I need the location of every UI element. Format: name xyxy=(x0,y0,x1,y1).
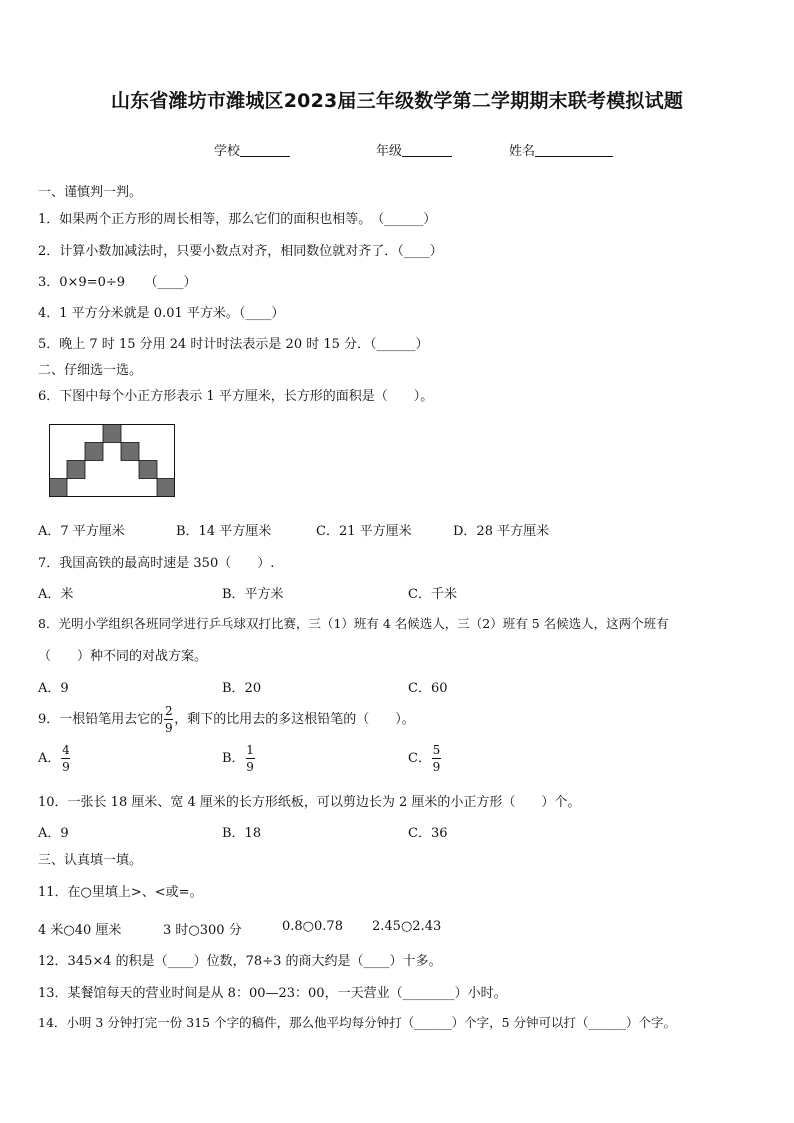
square-r3 xyxy=(139,461,157,479)
q9-fraction-numerator: 2 xyxy=(164,704,173,718)
question-10: 10．一张长 18 厘米、宽 4 厘米的长方形纸板，可以剪边长为 2 厘米的小正方形（ ）个。 xyxy=(38,795,581,810)
q9-text-after: ，剩下的比用去的多这根铅笔的（ ）。 xyxy=(174,712,415,727)
question-9 xyxy=(38,705,415,734)
square-r4 xyxy=(157,479,175,497)
name-field xyxy=(509,140,613,159)
q9-option-c-label: C． xyxy=(408,751,431,766)
q7-option-c: C．千米 xyxy=(408,587,457,602)
question-4: 4．1 平方分米就是 0.01 平方米。（____） xyxy=(38,306,285,321)
q8-option-c: C．60 xyxy=(408,681,448,696)
q11-item-3: 0.8○0.78 xyxy=(282,919,343,934)
square-top xyxy=(103,425,121,443)
q11-item-1: 4 米○40 厘米 xyxy=(38,923,122,938)
question-2: 2．计算小数加减法时，只要小数点对齐，相同数位就对齐了．（____） xyxy=(38,244,443,259)
q6-option-c: C．21 平方厘米 xyxy=(316,524,412,539)
q9-option-a xyxy=(38,744,71,773)
q7-option-a: A．米 xyxy=(38,587,74,602)
q6-option-a: A．7 平方厘米 xyxy=(38,524,125,539)
name-blank xyxy=(535,143,613,157)
square-r2 xyxy=(121,443,139,461)
q10-option-c: C．36 xyxy=(408,826,448,841)
q8-option-b: B．20 xyxy=(222,681,262,696)
q7-option-b: B．平方米 xyxy=(222,587,284,602)
question-3: 3．0×9=0÷9 （____） xyxy=(38,275,197,290)
q6-option-d: D．28 平方厘米 xyxy=(453,524,550,539)
section-heading-1: 一、谨慎判一判。 xyxy=(38,185,143,200)
q9-option-b-num: 1 xyxy=(246,743,254,757)
page-title: 山东省潍坊市潍城区2023届三年级数学第二学期期末联考模拟试题 xyxy=(110,90,684,112)
grade-field xyxy=(376,140,452,159)
grade-blank xyxy=(402,143,452,157)
q11-item-2: 3 时○300 分 xyxy=(163,923,242,938)
q10-option-b: B．18 xyxy=(222,826,262,841)
q9-option-a-den: 9 xyxy=(62,760,70,774)
q9-option-b xyxy=(222,744,256,773)
q9-option-c-num: 5 xyxy=(432,743,441,757)
q9-option-a-label: A． xyxy=(38,751,61,766)
section-heading-2: 二、仔细选一选。 xyxy=(38,363,143,378)
staircase-rectangle-figure xyxy=(49,424,177,498)
question-5: 5．晚上 7 时 15 分用 24 时计时法表示是 20 时 15 分．（______） xyxy=(38,337,429,352)
question-1: 1．如果两个正方形的周长相等，那么它们的面积也相等。 （______） xyxy=(38,212,437,227)
q6-option-b: B．14 平方厘米 xyxy=(176,524,272,539)
grade-label: 年级 xyxy=(376,144,403,159)
q9-option-c xyxy=(408,744,442,773)
q9-option-b-den: 9 xyxy=(246,760,254,774)
q9-option-b-label: B． xyxy=(222,751,245,766)
square-l3 xyxy=(67,461,85,479)
square-l4 xyxy=(50,479,68,497)
school-blank xyxy=(240,143,290,157)
question-7: 7．我国高铁的最高时速是 350（ ）. xyxy=(38,556,275,571)
question-12: 12．345×4 的积是（____）位数，78÷3 的商大约是（____）十多。 xyxy=(38,954,442,969)
q9-fraction-denominator: 9 xyxy=(164,721,173,735)
question-6: 6．下图中每个小正方形表示 1 平方厘米，长方形的面积是（ ）。 xyxy=(38,389,434,404)
q9-option-c-fraction xyxy=(432,744,441,773)
question-14: 14．小明 3 分钟打完一份 315 个字的稿件，那么他平均每分钟打（______）个字，5 分钟可以打（______）个字。 xyxy=(38,1015,677,1030)
school-field xyxy=(214,140,290,159)
q10-option-a: A．9 xyxy=(38,826,69,841)
q9-text-before: 9．一根铅笔用去它的 xyxy=(38,712,164,727)
square-l2 xyxy=(85,443,103,461)
question-8-line-1: 8．光明小学组织各班同学进行乒乓球双打比赛，三（1）班有 4 名候选人，三（2）班有 5 名候选人，这两个班有 xyxy=(38,616,669,631)
figure-squares xyxy=(50,425,175,497)
q9-option-b-fraction xyxy=(246,744,255,773)
q9-fraction xyxy=(164,705,173,734)
q9-option-a-fraction xyxy=(61,744,70,773)
school-label: 学校 xyxy=(214,144,241,159)
q9-option-c-den: 9 xyxy=(432,760,441,774)
q11-item-4: 2.45○2.43 xyxy=(372,919,442,934)
question-13: 13．某餐馆每天的营业时间是从 8：00—23：00，一天营业（________）小时。 xyxy=(38,986,507,1001)
q8-option-a: A．9 xyxy=(38,681,69,696)
question-8-line-2: （ ）种不同的对战方案。 xyxy=(38,649,208,664)
name-label: 姓名 xyxy=(509,144,536,159)
q9-option-a-num: 4 xyxy=(62,743,70,757)
section-heading-3: 三、认真填一填。 xyxy=(38,853,143,868)
question-11: 11．在○里填上>、<或=。 xyxy=(38,885,203,900)
